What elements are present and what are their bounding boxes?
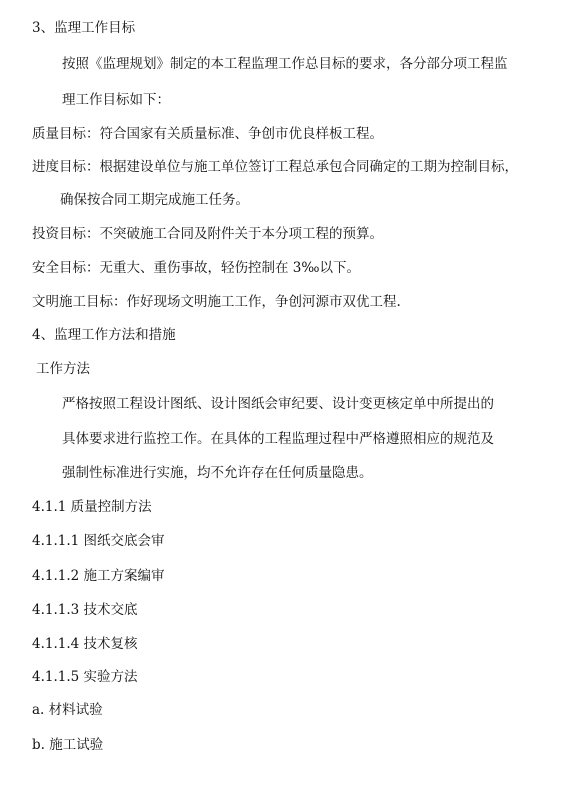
- intro-paragraph-line-1: 按照《监理规划》制定的本工程监理工作总目标的要求，各分部分项工程监: [62, 56, 508, 72]
- schedule-goal-line-2: 确保按合同工期完成施工任务。: [60, 192, 249, 208]
- work-method-heading: 工作方法: [36, 361, 90, 377]
- heading-4-1-1-4: 4.1.1.4 技术复核: [32, 636, 138, 652]
- section-3-heading: 3、监理工作目标: [32, 20, 136, 36]
- quality-goal: 质量目标：符合国家有关质量标准、争创市优良样板工程。: [32, 126, 383, 142]
- heading-4-1-1-3: 4.1.1.3 技术交底: [32, 602, 138, 618]
- list-item-b: b. 施工试验: [32, 737, 104, 753]
- heading-4-1-1-2: 4.1.1.2 施工方案编审: [32, 568, 165, 584]
- safety-goal: 安全目标：无重大、重伤事故，轻伤控制在 3‰以下。: [32, 260, 360, 276]
- heading-4-1-1: 4.1.1 质量控制方法: [32, 499, 152, 515]
- section-4-heading: 4、监理工作方法和措施: [32, 327, 176, 343]
- method-paragraph-line-1: 严格按照工程设计图纸、设计图纸会审纪要、设计变更核定单中所提出的: [62, 396, 494, 412]
- list-item-a: a. 材料试验: [32, 702, 103, 718]
- method-paragraph-line-2: 具体要求进行监控工作。在具体的工程监理过程中严格遵照相应的规范及: [62, 431, 494, 447]
- investment-goal: 投资目标：不突破施工合同及附件关于本分项工程的预算。: [32, 226, 383, 242]
- schedule-goal-line-1: 进度目标：根据建设单位与施工单位签订工程总承包合同确定的工期为控制目标，: [32, 159, 518, 175]
- heading-4-1-1-1: 4.1.1.1 图纸交底会审: [32, 533, 165, 549]
- intro-paragraph-line-2: 理工作目标如下：: [62, 92, 170, 108]
- heading-4-1-1-5: 4.1.1.5 实验方法: [32, 669, 138, 685]
- civilized-construction-goal: 文明施工目标：作好现场文明施工工作，争创河源市双优工程.: [32, 294, 401, 310]
- method-paragraph-line-3: 强制性标准进行实施，均不允许存在任何质量隐患。: [62, 465, 373, 481]
